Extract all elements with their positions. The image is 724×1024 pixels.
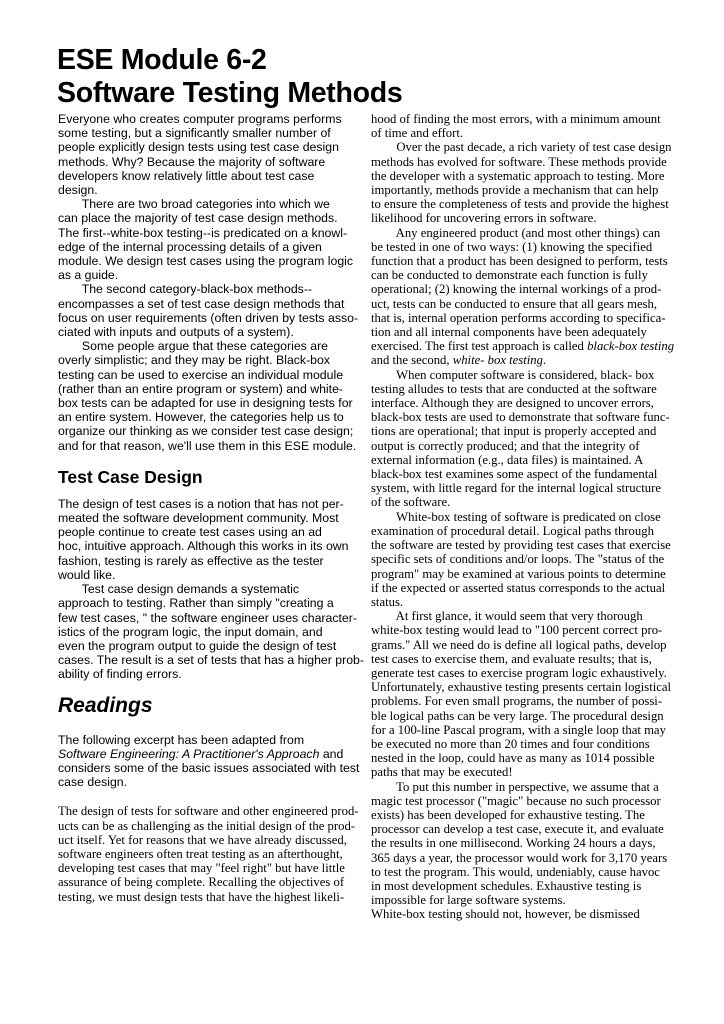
- paragraph: At first glance, it would seem that very thorough white-box testing would lead to "100 percent correct pro- grams." All we need do is define all logical paths, develop test cases to exercise them, and evaluate results; that is, generate test cases to exercise program logic exhaustively. Unfortunately, exhaustive testing presents certain logistical problems. For even small programs, the number of possi- ble logical paths can be very large. The procedural design for a 100-line Pascal program, with a single loop that may be executed no more than 20 times and four conditions nested in the loop, could have as many as 1014 possible paths that may be executed!: [371, 609, 672, 780]
- heading-test-case-design: Test Case Design: [58, 466, 203, 487]
- left-column: [58, 112, 364, 904]
- page-title-line2: Software Testing Methods: [57, 76, 403, 109]
- paragraph: White-box testing should not, however, be dismissed: [371, 907, 640, 922]
- paragraph: The design of tests for software and other engineered prod- ucts can be as challenging as the initial design of the prod- uct itself. Yet for reasons that we have already discussed, software engineers often treat testing as an afterthought, developing test cases that may "feel right" but have little assurance of being complete. Recalling the objectives of testing, we must design tests that have the highest likeli-: [58, 804, 359, 904]
- paragraph: Over the past decade, a rich variety of test case design methods has evolved for software. These methods provide the developer with a systematic approach to testing. More importantly, methods provide a mechanism that can help to ensure the completeness of tests and provide the highest likelihood for uncovering errors in software.: [371, 140, 672, 226]
- heading-readings: Readings: [58, 693, 153, 717]
- page-title: [57, 44, 402, 109]
- paragraph: hood of finding the most errors, with a minimum amount of time and effort.: [371, 112, 661, 141]
- paragraph: To put this number in perspective, we assume that a magic test processor ("magic" because no such processor exists) has been developed for exhaustive testing. The processor can develop a test case, execute it, and evaluate the results in one millisecond. Working 24 hours a days, 365 days a year, the processor would work for 3,170 years to test the program. This would, undeniably, cause havoc in most development schedules. Exhaustive testing is impossible for large software systems.: [371, 779, 668, 908]
- italic-text: white- box testing: [452, 353, 543, 368]
- paragraph: When computer software is considered, black- box testing alludes to tests that are conducted at the software interface. Although they are designed to uncover errors, black-box tests are used to demonstrate that software func- tions are operational; that input is properly accepted and output is correctly produced; and that the integrity of external information (e.g., data files) is maintained. A black-box test examines some aspect of the fundamental system, with little regard for the internal logical structure of the software.: [371, 367, 670, 510]
- paragraph: The second category-black-box methods-- encompasses a set of test case design methods that focus on user requirements (often driven by tests asso- ciated with inputs and outputs of a system).: [58, 282, 359, 340]
- paragraph: Everyone who creates computer programs performs some testing, but a significantly smaller number of people explicitly design tests using test case design methods. Why? Because the majority of software developers know relatively little about test case design.: [58, 112, 342, 198]
- italic-text: black-box testing: [587, 339, 675, 354]
- page-title-line1: ESE Module 6-2: [57, 44, 267, 76]
- paragraph: The design of test cases is a notion that has not per- meated the software development community. Most people continue to create test cases using an ad hoc, intuitive approach. Although this works in its own fashion, testing is rarely as effective as the tester would like.: [58, 496, 349, 582]
- italic-text: Software Engineering: A Practitioner's Approach: [58, 746, 320, 761]
- paragraph: The following excerpt has been adapted from Software Engineering: A Practitioner's Approach and considers some of the basic issues associated with test case design.: [58, 732, 360, 790]
- paragraph: There are two broad categories into which we can place the majority of test case design methods. The first--white-box testing--is predicated on a knowl- edge of the internal processing details of a given module. We design test cases using the program logic as a guide.: [58, 197, 354, 283]
- paragraph: Test case design demands a systematic approach to testing. Rather than simply "creating a few test cases, " the software engineer uses character- istics of the program logic, the input domain, and even the program output to guide the design of test cases. The result is a set of tests that has a higher prob- ability of finding errors.: [58, 582, 364, 682]
- paragraph: White-box testing of software is predicated on close examination of procedural detail. Logical paths through the software are tested by providing test cases that exercise specific sets of conditions and/or loops. The "status of the program" may be examined at various points to determine if the expected or asserted status corresponds to the actual status.: [371, 509, 671, 609]
- right-column: [371, 112, 673, 922]
- paragraph: Any engineered product (and most other things) can be tested in one of two ways: (1) knowing the specified function that a product has been designed to perform, tests can be conducted to demonstrate each function is fully operational; (2) knowing the internal workings of a prod- uct, tests can be conducted to ensure that all gears mesh, that is, internal operation performs according to specifica- tion and all internal components have been adequately exercised. The first test approach is called black-box testing and the second, white- box testing.: [371, 225, 675, 368]
- paragraph: Some people argue that these categories are overly simplistic; and they may be right. Black-box testing can be used to exercise an individual module (rather than an entire program or system) and white- box tests can be adapted for use in designing tests for an entire system. However, the categories help us to organize our thinking as we consider test case design; and for that reason, we'll use them in this ESE module.: [58, 339, 357, 453]
